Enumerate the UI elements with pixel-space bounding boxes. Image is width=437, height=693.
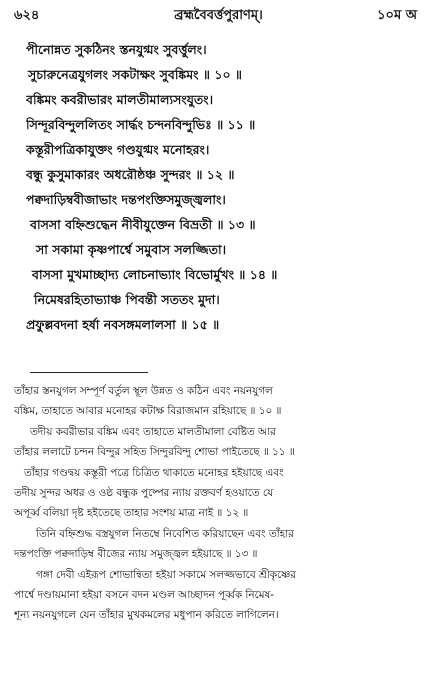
translation-line: পার্শ্বে দণ্ডায়মানা হইয়া বসনে বদন মণ্ডল আচ্ছাদন পূর্ব্বক নিমেষ- [14, 588, 275, 601]
verse-line: বন্ধু কুসুমাকারং অধরৌষ্ঠঞ্চ সুন্দরং ॥ ১২ ॥ [26, 167, 235, 182]
verse-line: সা সকামা কৃষ্ণপার্শ্বে সমুবাস সলজ্জিতা। [36, 242, 227, 257]
page-header [14, 6, 423, 28]
section-divider [30, 372, 148, 373]
translation-line: বঙ্কিম, তাহাতে আবার মনোহর কটাক্ষ বিরাজমান রহিয়াছে ॥ ১০ ॥ [14, 405, 282, 418]
verse-line: প্রফুল্লবদনা হর্ষা নবসঙ্গমলালসা ॥ ১৫ ॥ [26, 317, 220, 332]
verse-line: পক্বদাড়িম্ববীজাভাং দন্তপংক্তিসমুজ্জ্বলাং। [26, 192, 226, 207]
verse-line: কস্তূরীপত্রিকাযুক্তং গণ্ডযুগ্মং মনোহরং। [26, 142, 210, 157]
sanskrit-verses [26, 42, 426, 342]
translation-line: তাঁহার ললাটে চন্দন বিন্দুর সহিত সিন্দুরবিন্দু শোভা পাইতেছে ॥ ১১ ॥ [14, 446, 295, 459]
translation-line: গঙ্গা দেবী এইরূপ শোভান্বিতা হইয়া সকামে সলজ্জভাবে শ্রীকৃষ্ণের [36, 568, 296, 581]
translation-line: তিনি বহ্নিশুদ্ধ বস্ত্রযুগল নিতম্বে নিবেশিত করিয়াছেন এবং তাঁহার [36, 527, 294, 540]
translation-line: তাঁহার স্তনযুগল সম্পূর্ণ বর্তুল স্থূল উন্নত ও কঠিন এবং নয়নযুগল [14, 385, 273, 397]
verse-line: বাসসা মুখমাচ্ছাদ্য লোচনাভ্যাং বিভোর্মুখং ॥ ১৪ ॥ [32, 267, 278, 282]
verse-line: সিন্দূরবিন্দুললিতং সার্দ্ধং চন্দনবিন্দুভিঃ ॥ ১১ ॥ [26, 117, 256, 132]
chapter-label: ১০ম অ [377, 8, 417, 23]
verse-line: নিমেষরহিতাভ্যাঞ্চ পিবন্তী সততং মুদা। [34, 292, 220, 307]
verse-line: সুচারুনেত্রযুগলং সকটাক্ষং সুবঙ্কিমং ॥ ১০ ॥ [28, 67, 242, 82]
translation-line: অপূর্ব্ব বলিয়া দৃষ্ট হইতেছে তাহার সংশয় মাত্র নাই ॥ ১২ ॥ [14, 507, 249, 520]
bengali-translation [14, 384, 426, 629]
verse-line: বাসসা বহ্নিশুদ্ধেন নীবীযুক্তেন বিভ্রতী ॥ ১৩ ॥ [30, 217, 256, 232]
translation-line: তদীয় কবরীভার বঙ্কিম এবং তাহাতে মালতীমালা বেষ্টিত আর [30, 425, 276, 438]
translation-line: তাঁহার গণ্ডদ্বয় কস্তূরী পত্রে চিত্রিত থাকাতে মনোহর হইয়াছে এবং [24, 466, 284, 479]
running-title: ব্রহ্মবৈবর্ত্তপুরাণম্। [174, 8, 263, 23]
translation-line: দন্তপংক্তি পক্বদাড়িম্ব বীজের ন্যায় সমুজ্জ্বল হইয়াছে ॥ ১৩ ॥ [14, 548, 258, 561]
translation-line: তদীয় সুন্দর অধর ও ওষ্ঠ বন্ধুক পুষ্পের ন্যায় রক্তবর্ণ হওয়াতে যে [14, 486, 274, 499]
verse-line: বঙ্কিমং কবরীভারং মালতীমাল্যসংযুতং। [26, 92, 214, 107]
page-number: ৬২৪ [14, 8, 40, 23]
verse-line: পীনোন্নত সুকঠিনং স্তনযুগ্মং সুবর্ত্তুলং। [26, 42, 207, 57]
translation-line: শূন্য নয়নযুগলে যেন তাঁহার মুখকমলের মধুপান করিতে লাগিলেন। [14, 609, 279, 622]
